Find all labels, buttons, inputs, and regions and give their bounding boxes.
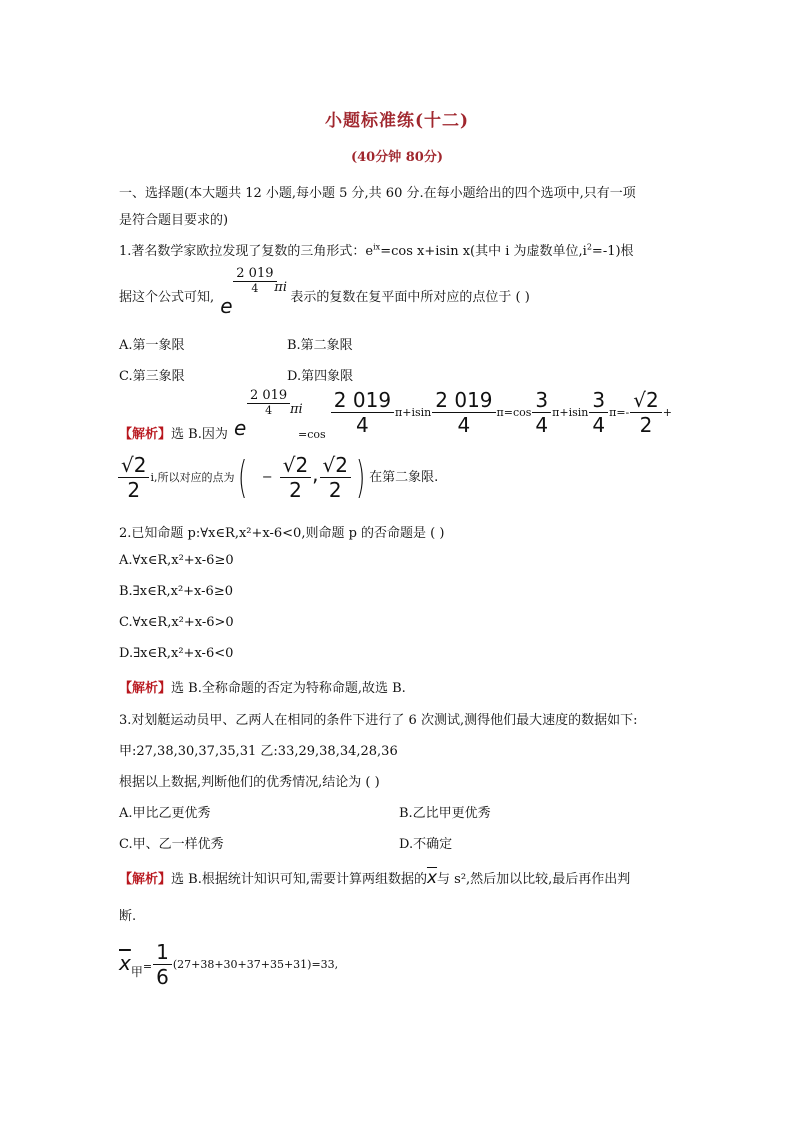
section-instruction-line1: 一、选择题(本大题共 12 小题,每小题 5 分,共 60 分.在每小题给出的四个选项中,只有一项 — [119, 186, 636, 201]
solution-label: 【解析】 — [119, 872, 172, 887]
q1-stem-pre: 据这个公式可知, — [119, 290, 215, 305]
q3-option-a: A.甲比乙更优秀 — [119, 806, 211, 821]
q1-option-a: A.第一象限 — [119, 338, 185, 353]
solution-label: 【解析】 — [119, 427, 172, 442]
page-title: 小题标准练(十二) — [324, 111, 470, 131]
q1-option-d: D.第四象限 — [287, 369, 354, 384]
q3-data: 甲:27,38,30,37,35,31 乙:33,29,38,34,28,36 — [119, 744, 398, 759]
page-subtitle: (40分钟 80分) — [350, 150, 443, 165]
q3-mean-formula: $\overline{x}$甲= $\frac{1}{6}$ (27+38+30+37+35+31)=33, — [119, 940, 339, 989]
q2-option-d: D.∃x∈R,x²+x-6<0 — [119, 646, 234, 661]
frac-sqrt2-2-d: $\frac{√2}{2}$ — [320, 453, 351, 502]
q2-option-c: C.∀x∈R,x²+x-6>0 — [119, 615, 234, 630]
exp-tail: πi — [274, 280, 287, 295]
frac-sqrt2-2-a: $\frac{√2}{2}$ — [630, 388, 661, 437]
q3-question: 根据以上数据,判断他们的优秀情况,结论为 ( ) — [119, 775, 380, 790]
q2-stem: 2.已知命题 p:∀x∈R,x²+x-6<0,则命题 p 的否命题是 ( ) — [119, 526, 445, 541]
frac-3-4-a: $\frac{3}{4}$ — [532, 388, 551, 437]
exp-base: e — [220, 294, 233, 318]
frac-sqrt2-2-b: $\frac{√2}{2}$ — [118, 453, 149, 502]
q1-option-c: C.第三象限 — [119, 369, 185, 384]
frac-2019-4-a: $\frac{2 019}{4}$ — [331, 388, 394, 437]
solution-label: 【解析】 — [119, 681, 172, 696]
mean-xbar: $\overline{x}$ — [119, 951, 131, 975]
q3-solution-line2: 断. — [119, 909, 137, 924]
q2-solution: 【解析】选 B.全称命题的否定为特称命题,故选 B. — [119, 681, 406, 696]
frac-2019-4-b: $\frac{2 019}{4}$ — [432, 388, 495, 437]
q1-solution-line1: 【解析】选 B.因为 e $\frac{2 019}{4}$ πi $_{=cos}$ $\frac{2 019}{4}$ π+isin $\frac{2 019}{4}$ π=cos $\frac{3}{4}$ π+isin $\frac{3}{4}$ π=- $\frac{√2}{2}$ + — [119, 388, 672, 442]
xbar-symbol: $\overline{x}$ — [426, 868, 438, 888]
exp-frac: $\frac{2 019}{4}$ — [232, 266, 277, 295]
q2-option-a: A.∀x∈R,x²+x-6≥0 — [119, 553, 234, 568]
q2-option-b: B.∃x∈R,x²+x-6≥0 — [119, 584, 233, 599]
q3-stem: 3.对划艇运动员甲、乙两人在相同的条件下进行了 6 次测试,测得他们最大速度的数据如下: — [119, 713, 638, 728]
q3-option-d: D.不确定 — [399, 837, 453, 852]
q3-option-b: B.乙比甲更优秀 — [399, 806, 491, 821]
q1-exponent-expression — [218, 266, 286, 322]
q1-stem-line2 — [119, 266, 530, 322]
section-instruction-line2: 是符合题目要求的) — [119, 213, 229, 228]
q1-stem-post: 表示的复数在复平面中所对应的点位于 ( ) — [290, 290, 530, 305]
frac-1-6: $\frac{1}{6}$ — [153, 940, 172, 989]
q1-stem-line1: 1.著名数学家欧拉发现了复数的三角形式：$e^{ix}=\cos$ x+isin x(其中 i 为虚数单位$,i^2=-1$)根 — [119, 242, 634, 259]
q1-solution-exponent: e $\frac{2 019}{4}$ πi — [233, 388, 303, 440]
q3-option-c: C.甲、乙一样优秀 — [119, 837, 224, 852]
frac-sqrt2-2-c: $\frac{√2}{2}$ — [280, 453, 311, 502]
frac-3-4-b: $\frac{3}{4}$ — [589, 388, 608, 437]
q1-solution-line2: $\frac{√2}{2}$ i,所以对应的点为( − $\frac{√2}{2}$ , $\frac{√2}{2}$ ) 在第二象限. — [117, 452, 438, 512]
q3-solution-line1: 【解析】选 B.根据统计知识可知,需要计算两组数据的$\overline{x}$与 s²,然后加以比较,最后再作出判 — [119, 868, 631, 888]
q1-option-b: B.第二象限 — [287, 338, 353, 353]
